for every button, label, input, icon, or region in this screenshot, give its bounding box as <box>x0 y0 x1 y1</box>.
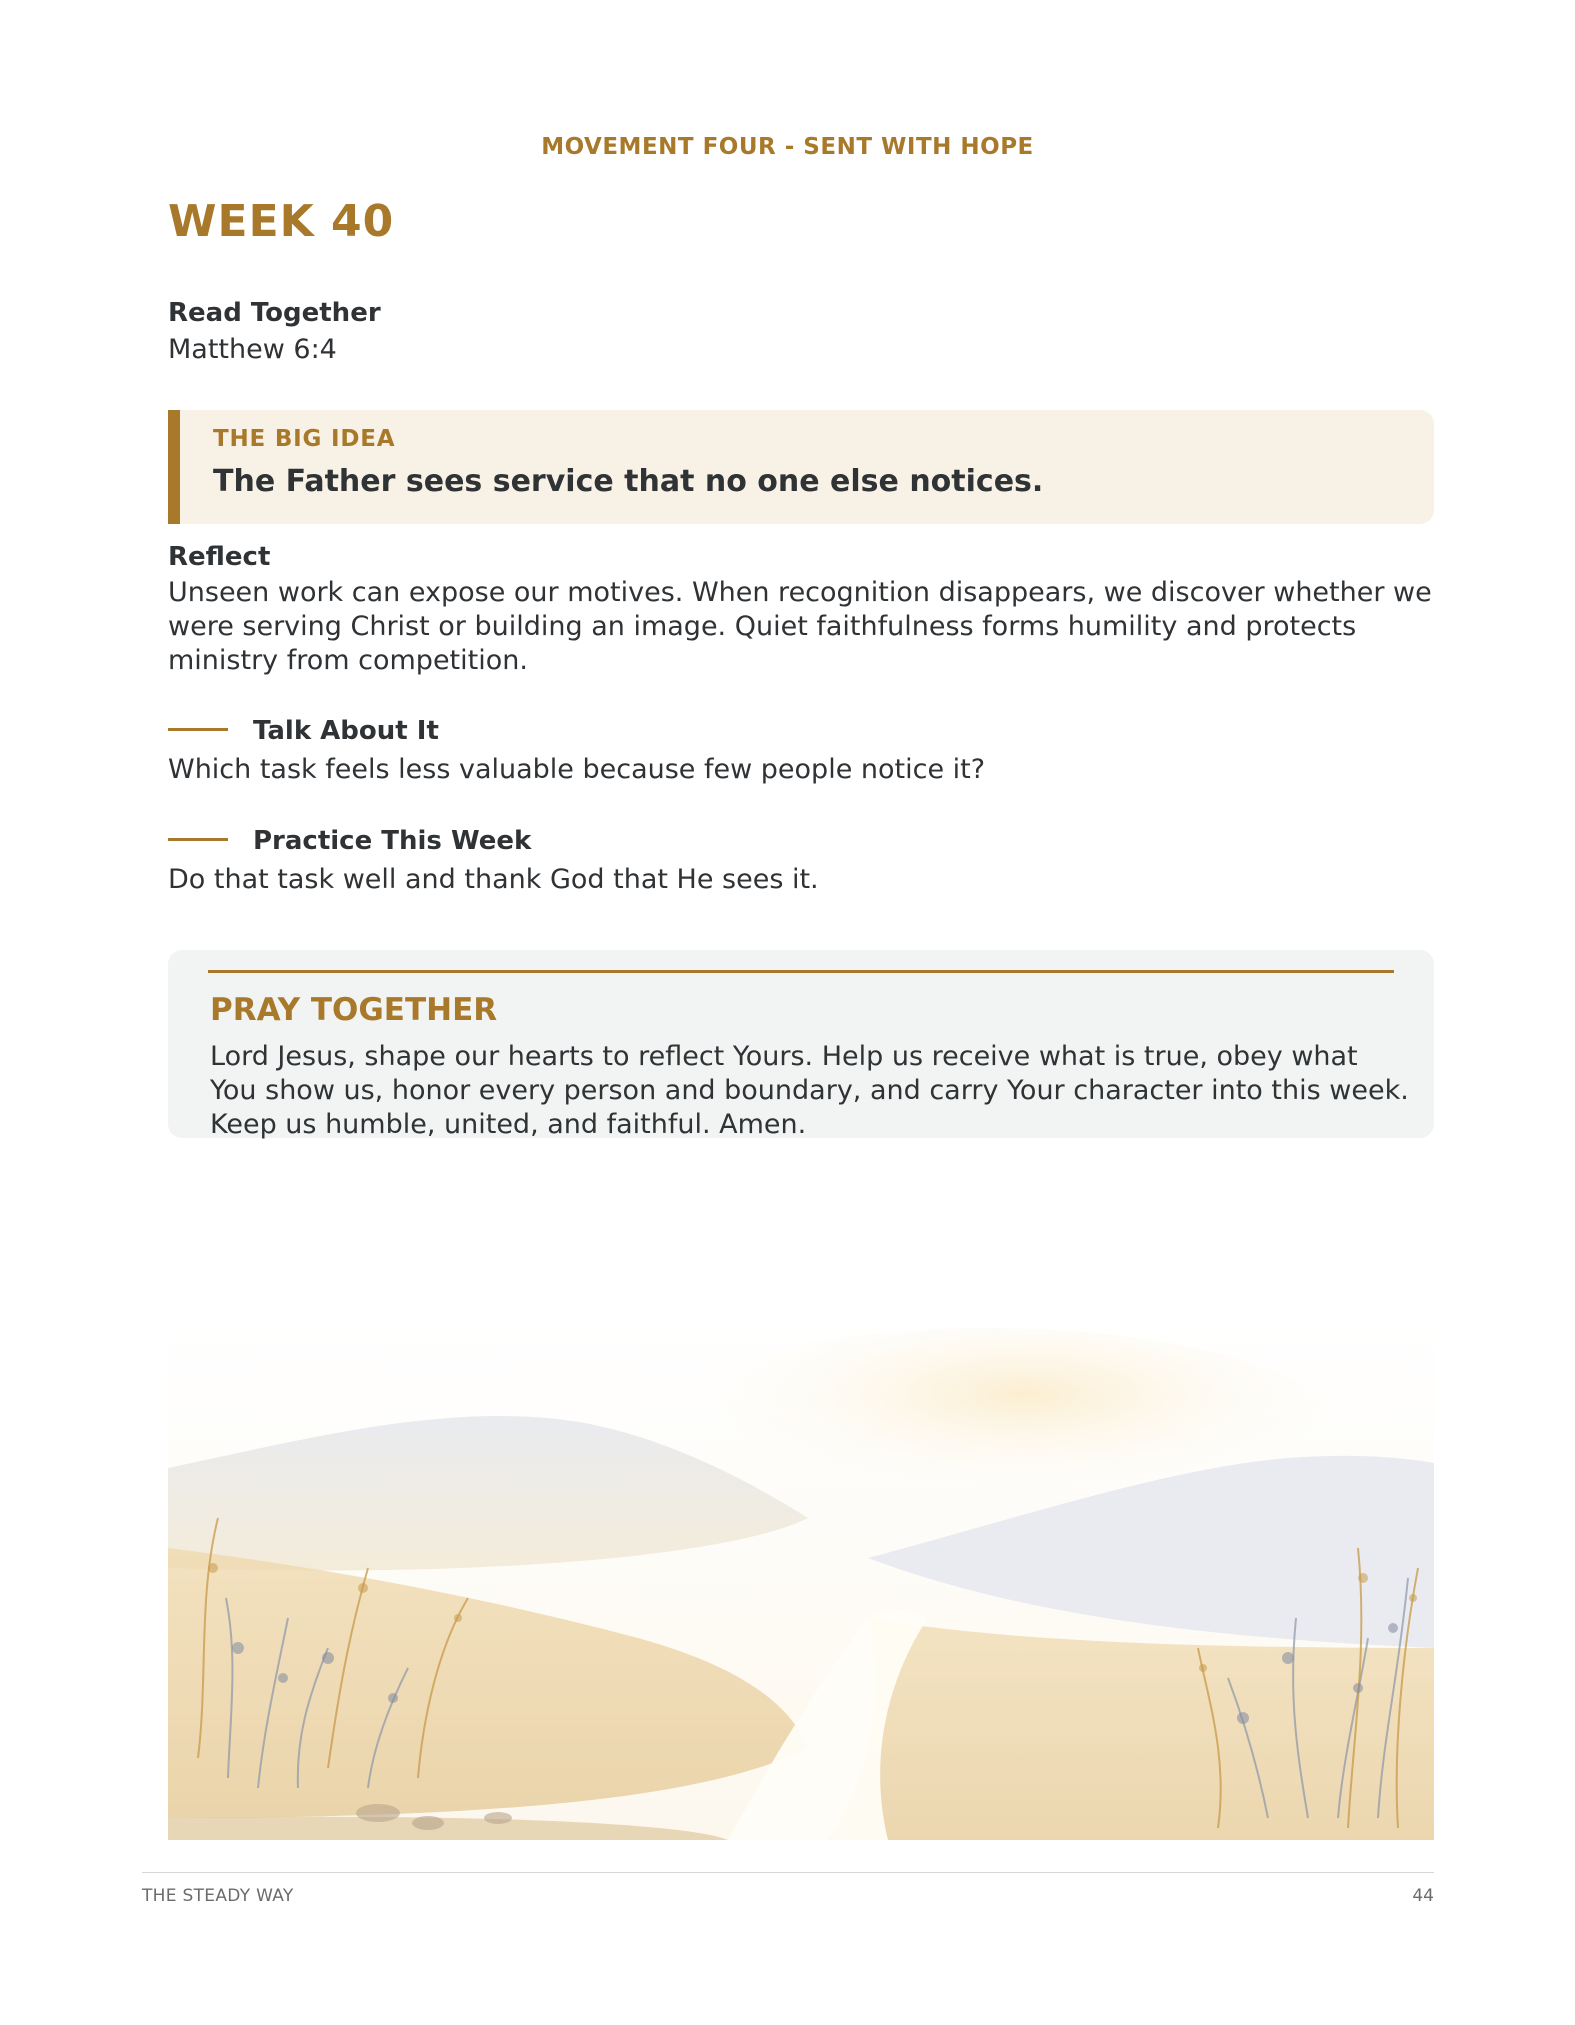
big-idea-text: The Father sees service that no one else notices. <box>213 464 1044 499</box>
big-idea-callout <box>168 410 1434 524</box>
talk-about-it-title: Talk About It <box>253 716 439 746</box>
big-idea-label: THE BIG IDEA <box>213 426 396 452</box>
section-accent-rule <box>168 838 228 841</box>
footer-divider <box>142 1872 1434 1873</box>
reflect-text: Unseen work can expose our motives. When recognition disappears, we discover whether we were serving Christ or building an image. Quiet faithfulness forms humility and protects ministry from competition. <box>168 577 1432 676</box>
footer-page-number: 44 <box>1412 1886 1434 1906</box>
pray-accent-rule <box>208 970 1394 973</box>
talk-about-it-text: Which task feels less valuable because few people notice it? <box>168 754 986 785</box>
pray-together-title: PRAY TOGETHER <box>210 992 498 1028</box>
practice-text: Do that task well and thank God that He sees it. <box>168 864 819 895</box>
scripture-reference: Matthew 6:4 <box>168 334 337 365</box>
watercolor-landscape-illustration <box>168 1318 1434 1840</box>
practice-title: Practice This Week <box>253 826 532 856</box>
movement-heading: MOVEMENT FOUR - SENT WITH HOPE <box>541 134 1034 160</box>
footer-book-title: THE STEADY WAY <box>142 1886 294 1906</box>
section-accent-rule <box>168 728 228 731</box>
pray-together-box <box>168 950 1434 1138</box>
read-together-label: Read Together <box>168 298 381 328</box>
prayer-text: Lord Jesus, shape our hearts to reflect Yours. Help us receive what is true, obey what You show us, honor every person and boundary, and carry Your character into this week. Keep us humble, united, and faithful. Amen. <box>210 1041 1409 1140</box>
reflect-label: Reflect <box>168 542 271 572</box>
week-title: WEEK 40 <box>168 196 395 247</box>
